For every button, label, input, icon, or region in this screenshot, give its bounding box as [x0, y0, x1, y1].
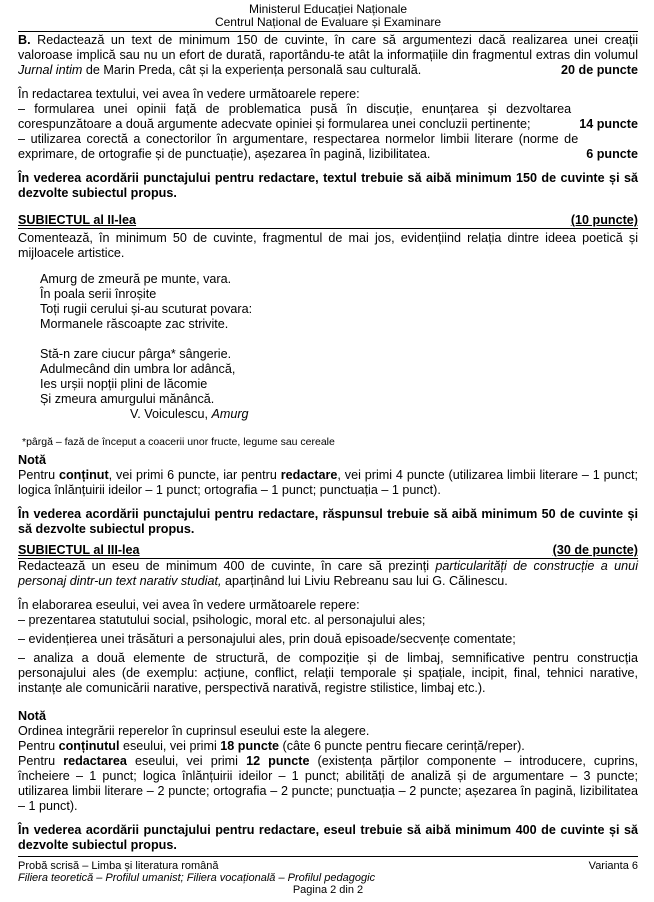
page-header	[18, 0, 638, 29]
footer-variant: Varianta 6	[588, 860, 638, 872]
subject-3-title: SUBIECTUL al III-lea	[18, 543, 140, 557]
work-title: Jurnal intim	[18, 63, 83, 77]
poem-attribution: V. Voiculescu, Amurg	[130, 407, 249, 421]
subject-3-task: Redactează un eseu de minimum 400 de cuvinte, în care să prezinți particularități de construcție a unui personaj dintr-un text narativ studiat, aparținând lui Liviu Rebreanu sau lui G. Călinescu.	[18, 559, 638, 588]
page-footer	[18, 856, 638, 896]
center-name: Centrul Național de Evaluare și Examinare	[214, 15, 442, 29]
subject-2-title-row	[18, 213, 638, 228]
subject-2-points: (10 puncte)	[570, 213, 638, 227]
ministry-name: Ministerul Educației Naționale	[248, 2, 408, 16]
footnote: *pârgă – fază de început a coacerii unor fructe, legume sau cereale	[22, 436, 335, 448]
subject-2-section	[18, 213, 638, 537]
part-b-points: 20 de puncte	[561, 63, 638, 77]
poem-line: În poala serii înroșite	[40, 287, 157, 301]
poem-line: Ies urșii nopții plini de lăcomie	[40, 377, 208, 391]
subject-3-nota-order: Ordinea integrării reperelor în cuprinsul eseului este la alegere.	[18, 724, 370, 738]
part-b-label: B.	[18, 33, 31, 47]
subject-3-note: În vederea acordării punctajului pentru redactare, eseul trebuie să aibă minimum 400 de cuvinte și să dezvolte subiectul propus.	[18, 823, 638, 852]
subject-3-section	[18, 543, 638, 853]
footer-filiera: Filiera teoretică – Profilul umanist; Filiera vocațională – Profilul pedagogic	[18, 872, 376, 884]
poem-line: Stă-n zare ciucur pârga* sângerie.	[40, 347, 232, 361]
exam-page	[18, 0, 638, 853]
footer-exam: Probă scrisă – Limba și literatura română	[18, 860, 219, 872]
poem-title: Amurg	[211, 407, 249, 421]
subject-2-note: În vederea acordării punctajului pentru redactare, răspunsul trebuie să aibă minimum 50 de cuvinte și să dezvolte subiectul propus.	[18, 507, 638, 536]
poem-line: Și zmeura amurgului mănâncă.	[40, 392, 215, 406]
poem	[40, 272, 638, 422]
subject-3-title-row	[18, 543, 638, 558]
subject-2-nota: Pentru conținut, vei primi 6 puncte, iar pentru redactare, vei primi 4 puncte (utilizarea limbii literare – 1 punct; logica înlănțuirii ideilor – 1 punct; ortografia – 1 punct; punctuația – 1 punct).	[18, 468, 638, 497]
subject-3-req-intro: În elaborarea eseului, vei avea în vedere următoarele repere:	[18, 598, 360, 612]
subject-3-points: (30 de puncte)	[552, 543, 638, 557]
part-b-note: În vederea acordării punctajului pentru redactare, textul trebuie să aibă minimum 150 de cuvinte și să dezvolte subiectul propus.	[18, 171, 638, 200]
poem-line: Toți rugii cerului și-au scuturat povara:	[40, 302, 253, 316]
subject-3-nota-label: Notă	[18, 709, 46, 723]
subject-3-content-score: Pentru conținutul eseului, vei primi 18 puncte (câte 6 puncte pentru fiecare cerință/reper).	[18, 739, 525, 753]
subject-3-writing-score: Pentru redactarea eseului, vei primi 12 puncte (existența părților componente – introducere, cuprins, încheiere – 1 punct; logica înlănțuirii ideilor – 1 punct; abilități de analiză și de argumentare – 3 puncte; utilizarea limbii literare – 2 puncte; ortografia – 2 puncte; punctuația – 2 puncte; așezarea în pagină, lizibilitatea – 1 punct).	[18, 754, 639, 813]
footer-page-number: Pagina 2 din 2	[292, 884, 364, 896]
part-b-task: B. Redactează un text de minimum 150 de cuvinte, în care să argumentezi dacă realizarea unei creații valoroase implică sau nu un efort de durată, raportându-te atât la informațiile din fragmentul extras din volumul Jurnal intim de Marin Preda, cât și la experiența personală sau culturală. 20 de puncte	[18, 33, 638, 77]
part-b-req1: – formularea unei opinii față de problematica pusă în discuție, enunțarea și dezvoltarea corespunzătoare a două argumente adecvate opiniei și formularea unei concluzii pertinente; 14 puncte	[18, 102, 638, 131]
req2-points: 6 puncte	[586, 147, 638, 161]
poem-line: Adulmecând din umbra lor adâncă,	[40, 362, 236, 376]
footer-rule	[18, 856, 638, 857]
subject-3-req3: – analiza a două elemente de structură, de compoziție și de limbaj, semnificative pentru construcția personajului ales (de exemplu: acțiune, conflict, relații temporale și spațiale, incipit, final, tehnici narative, instanțe ale comunicării narative, perspectivă narativă, registre stilistice, limbaj etc.).	[18, 651, 638, 695]
part-b-section	[18, 33, 638, 201]
subject-2-title: SUBIECTUL al II-lea	[18, 213, 137, 227]
part-b-req-intro: În redactarea textului, vei avea în vedere următoarele repere:	[18, 87, 360, 101]
poem-line: Mormanele răscoapte zac strivite.	[40, 317, 229, 331]
header-rule	[18, 31, 638, 32]
part-b-req2: – utilizarea corectă a conectorilor în argumentare, respectarea normelor limbii literare (norme de exprimare, de ortografie și de punctuație), așezarea în pagină, lizibilitatea. 6 puncte	[18, 132, 638, 161]
req1-points: 14 puncte	[579, 117, 638, 131]
subject-3-req2: – evidențierea unei trăsături a personajului ales, prin două episoade/secvențe comentate;	[18, 632, 516, 646]
subject-2-rule	[18, 228, 638, 229]
subject-3-req1: – prezentarea statutului social, psihologic, moral etc. al personajului ales;	[18, 613, 426, 627]
subject-2-task: Comentează, în minimum 50 de cuvinte, fragmentul de mai jos, evidențiind relația dintre ideea poetică și mijloacele artistice.	[18, 231, 638, 260]
poem-line: Amurg de zmeură pe munte, vara.	[40, 272, 232, 286]
subject-2-nota-label: Notă	[18, 453, 46, 467]
